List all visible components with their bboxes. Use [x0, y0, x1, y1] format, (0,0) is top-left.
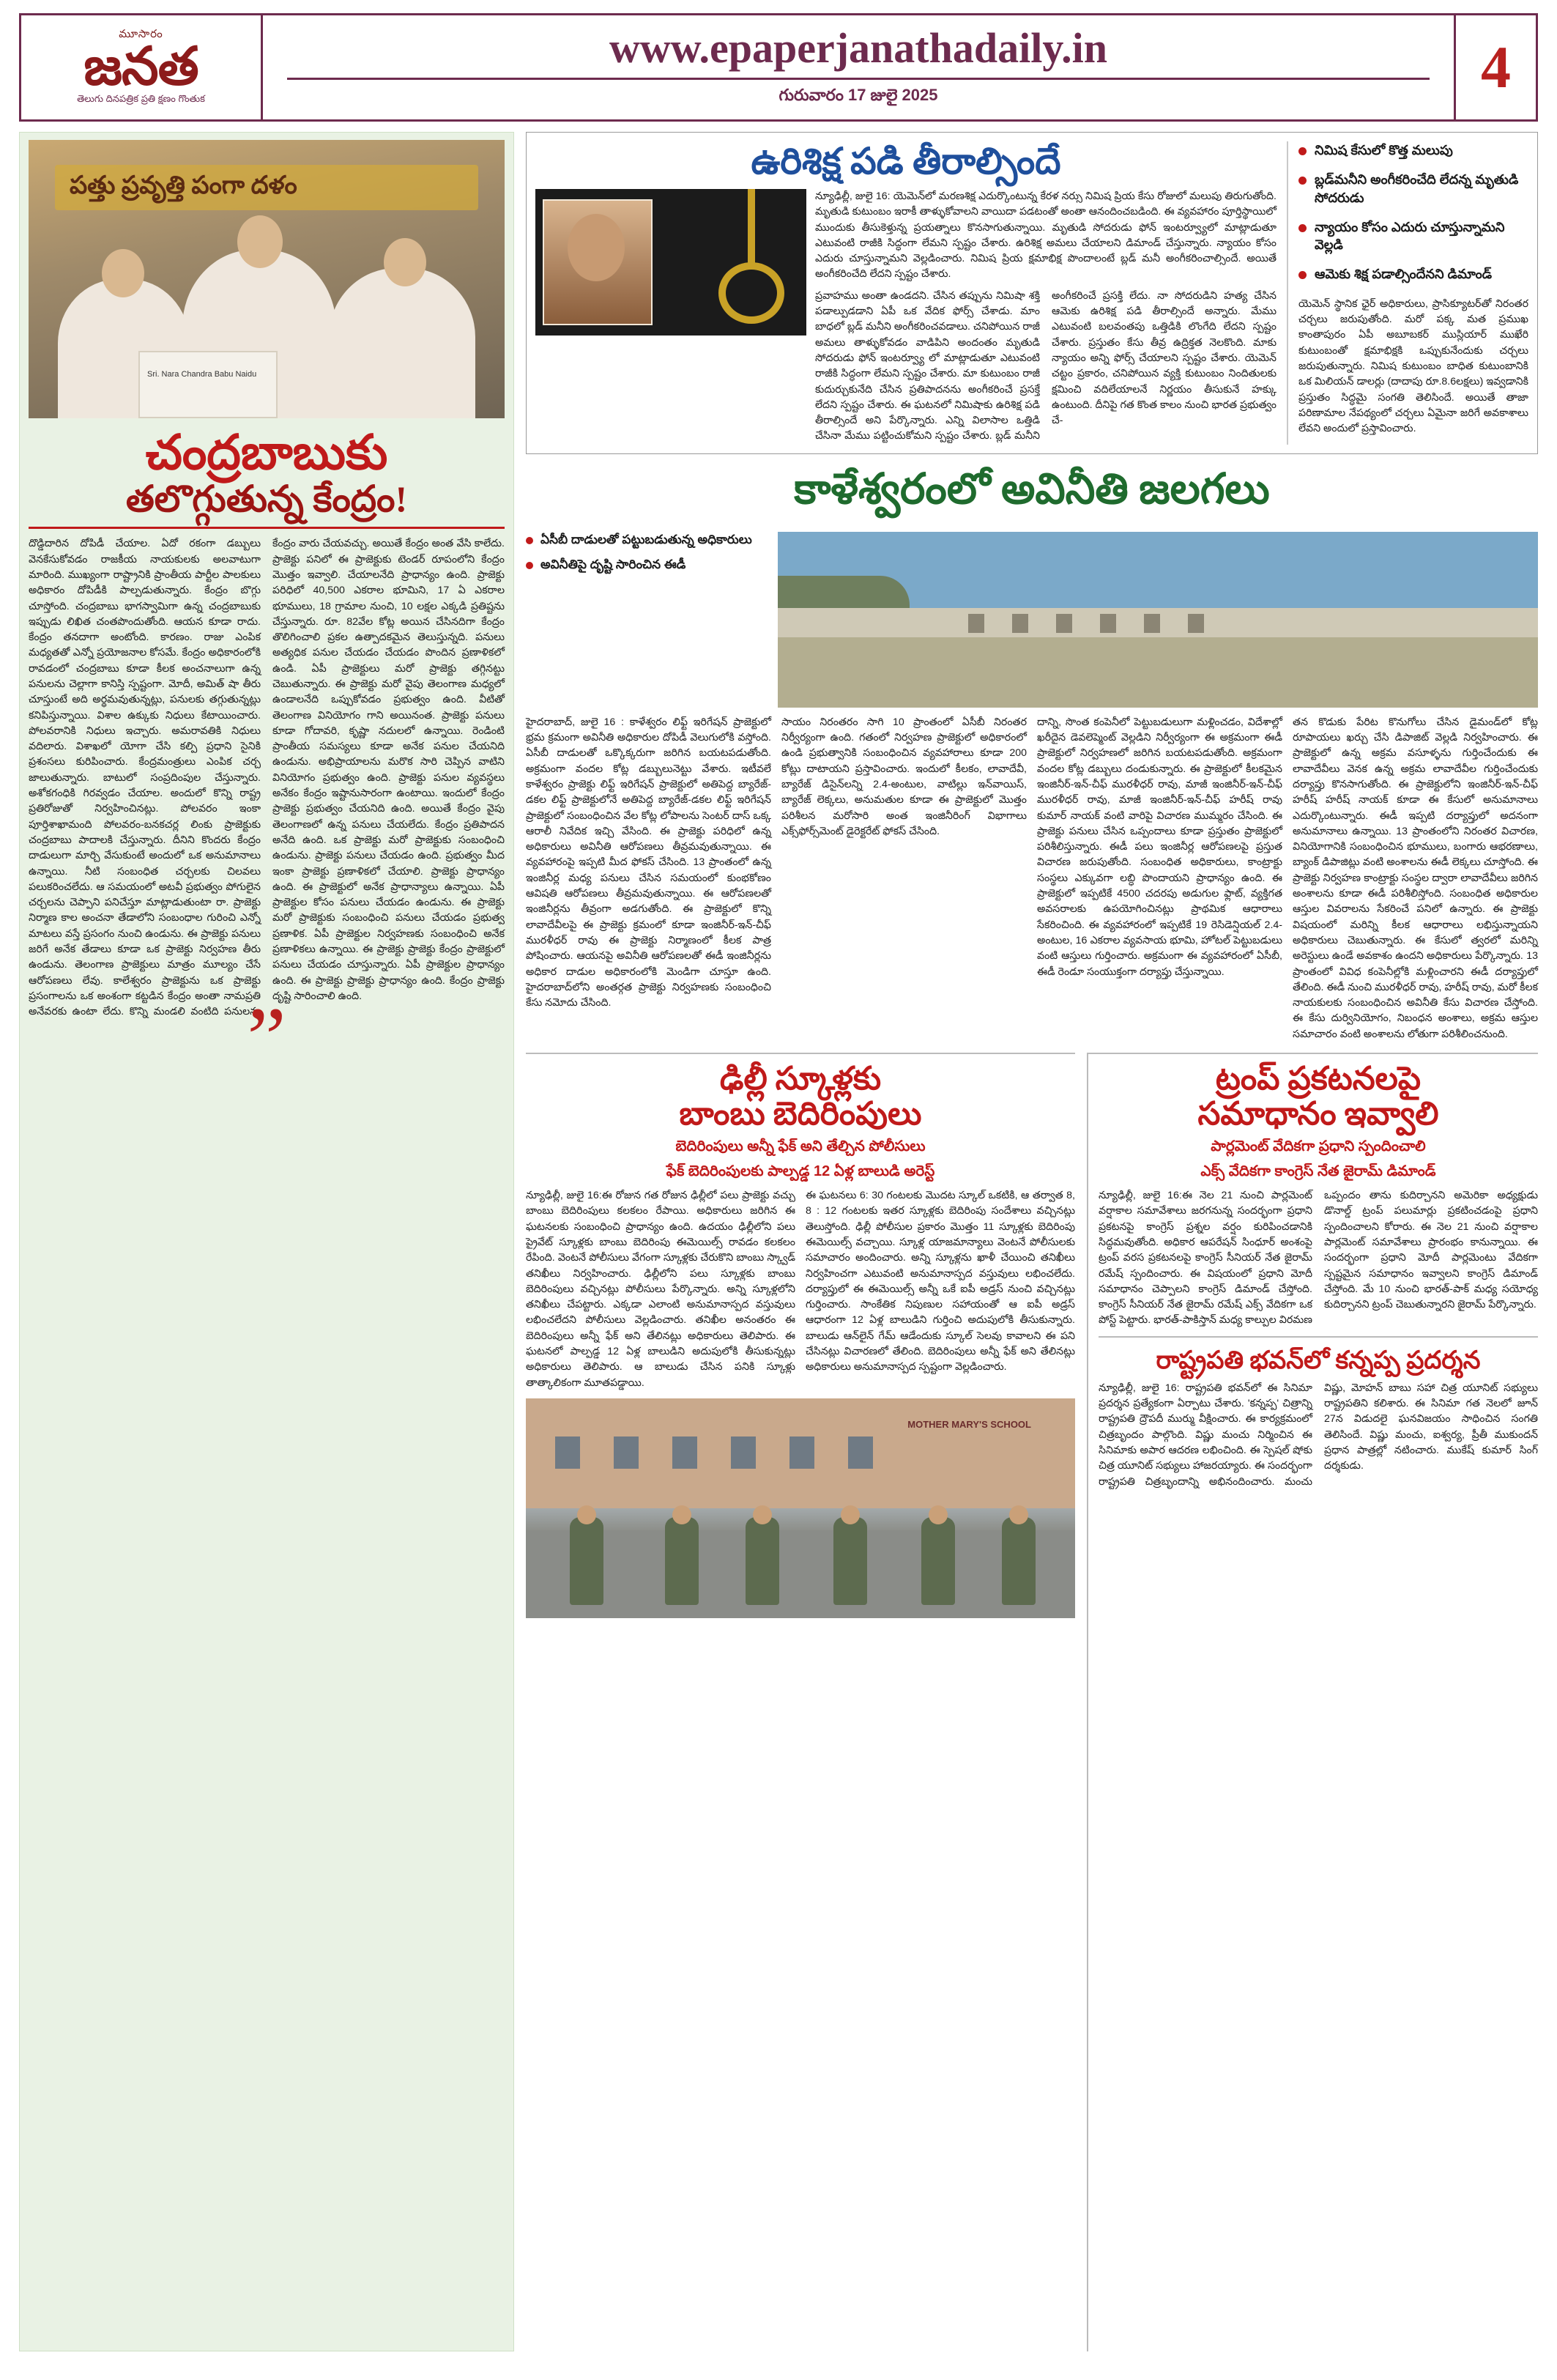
- page-content: [19, 132, 1538, 2351]
- photo-police-officer: [1002, 1517, 1036, 1605]
- kanappa-headline: రాష్ట్రపతి భవన్‌లో కన్నప్ప ప్రదర్శన: [1156, 1346, 1481, 1374]
- kaleshwaram-col-4: తన కొడుకు పేరిట కొనుగోలు చేసిన డైమండ్‌లో కోట్ల రూపాయలు ఖర్చు చేసి డిపాజిట్ వెల్లడి నిర్వహించారు. ఈ ప్రాజెక్టులో ఉన్న అక్రమ వసూళ్ళను గుర్తించేందుకు ఈ లావాదేవీలు వెనక ఉన్న అక్రమ లావాదేవీల గుర్తించేందుకు దర్యాప్తు కొనసాగుతోంది. ఈ ప్రాజెక్టులోని ఇంజినీర్-ఇన్-చీఫ్ హరీష్ హరీష్ నాయక్ కూడా ఈ కేసులో అనుమానాలు ఎదుర్కొంటున్నారు. ఈడీ ఇప్పటి దర్యాప్తులో అదనంగా అనుమానాలు ఉన్నాయి. 13 ప్రాంతంలోని నిరంతర విచారణ, వినియోగానికి సంబంధించిన భూములు, బంగారు ఆభరణాలు, బ్యాంక్ డిపాజిట్లు వంటి అంశాలను ఈడీ లెక్కలు చూస్తోంది. ఈ ప్రాజెక్టు నిర్వహణ కాంట్రాక్టు సంస్థల ద్వారా లావాదేవీలు జరిగిన అంశాలను కూడా ఈడీ పరిశీలిస్తోంది. సంబంధిత అధికారుల ఆస్తుల వివరాలను సేకరించే పనిలో ఉన్నారు. ఈ ప్రాజెక్టు విషయంలో మరిన్ని కీలక ఆధారాలు లభిస్తున్నాయని అధికారులు చెబుతున్నారు. ఈ కేసులో త్వరలో మరిన్ని అరెస్టులు ఉండే అవకాశం ఉందని అధికారులు పేర్కొన్నారు. 13 ప్రాంతంలో వివిధ కంపెనీల్లోకి మళ్లించారని ఈడీ దర్యాప్తులో తేలింది. ఈడీ నుంచి మురళీధర్ రావు, హరీష్ రావు, మరో కీలక నాయకులకు సంబంధించిన అవినీతి కేసు విచారణ చేస్తోంది. ఈ కేసు దుర్వినియోగం, నిబంధన అంశాలు, అక్రమ ఆస్తుల సమాచారం వంటి అంశాలను లోతుగా పరిశీలించనుంది.: [1293, 716, 1538, 1040]
- delhi-story: [526, 1053, 1075, 2351]
- photo-land: [778, 637, 1538, 708]
- trump-headline-line2: సమాధానం ఇవ్వాలి: [1197, 1095, 1439, 1132]
- delhi-headline: [526, 1061, 1075, 1131]
- bullet-item: ఏసీబీ దాడులతో పట్టుబడుతున్న అధికారులు: [526, 532, 768, 548]
- logo-brand: జనత: [83, 37, 198, 96]
- kaleshwaram-story: [526, 454, 1538, 1042]
- noose-rope-icon: [748, 189, 755, 270]
- masthead-divider: [287, 78, 1430, 80]
- urisiksha-side-body: యెమెన్ స్థానిక ఛైర్ అధికారులు, ప్రాసిక్యూటర్‌తో నిరంతర చర్చలు జరుపుతోంది. మరో పక్క మత ప్రముఖ కాంతాపురం ఏపీ అబూబకర్ ముస్లియార్ ముఖేరి కుటుంబంతో క్షమాభిక్షకి ఒప్పుకునేందుకు చర్చలు జరుపుతున్నారు. నిమిష కుటుంబం బాధిత కుటుంబానికి ఒక మిలియన్ డాలర్లు (దాదాపు రూ.8.6లక్షలు) ఇవ్వడానికి ప్రస్తుతం సిద్ధమై సంగతి తెలిసిందే. అయితే తాజా పరిణామాల నేపథ్యంలో చర్చలు ఏమైనా జరిగే అవకాశాలు లేవని అందులో ప్రస్తావించారు.: [1298, 297, 1528, 435]
- decorative-quote-icon: ”: [247, 988, 286, 1086]
- masthead-logo: [21, 15, 263, 119]
- photo-dam-gate: [1144, 614, 1160, 633]
- photo-podium: [138, 351, 278, 418]
- photo-police-officer: [570, 1517, 603, 1605]
- kanappa-story: [1099, 1346, 1538, 1490]
- photo-banner-text: పత్తు ప్రవృత్తి పంగా దళం: [70, 172, 297, 199]
- trump-body: న్యూఢిల్లీ, జులై 16:ఈ నెల 21 నుంచి పార్లమెంట్ వర్షాకాల సమావేశాలు జరగనున్న సందర్భంగా ప్రధాని ప్రకటనపై కాంగ్రెస్ ప్రశ్నల వర్షం కురిపించడానికి సిద్ధమవుతోంది. అధికార ఆపరేషన్ సింధూర్ అంశంపై ట్రంప్ వరస ప్రకటనలపై కాంగ్రెస్ సీనియర్ నేత జైరామ్ రమేష్ స్పందించారు. ఈ విషయంలో ప్రధాని మోదీ సమాధానం చెప్పాలని కాంగ్రెస్ డిమాండ్ చేస్తోంది. కాంగ్రెస్ సీనియర్ నేత జైరామ్ రమేష్ ఎక్స్ వేదికగా ఒక పోస్ట్ పెట్టారు. భారత్-పాకిస్తాన్ మధ్య కాల్పుల విరమణ ఒప్పందం తాను కుదిర్చానని అమెరికా అధ్యక్షుడు డొనాల్డ్ ట్రంప్ పలుమార్లు ప్రకటించడంపై ప్రధాని స్పందించాలని కోరారు. ఈ నెల 21 నుంచి వర్షాకాల పార్లమెంట్ సమావేశాలు ప్రారంభం కానున్నాయి. ఈ సందర్భంగా ప్రధాని మోదీ పార్లమెంటు వేదికగా స్పష్టమైన సమాధానం ఇవ్వాలని కాంగ్రెస్ డిమాండ్ చేస్తోంది. మే 10 నుంచి భారత్-పాక్ మధ్య సయోధ్య కుదిర్చానని ట్రంప్ చెబుతున్నారని జైరామ్ పేర్కొన్నారు.: [1099, 1190, 1538, 1327]
- photo-podium-label: Sri. Nara Chandra Babu Naidu: [147, 370, 257, 379]
- delhi-body-row: [526, 1188, 1075, 1391]
- masthead-center: [263, 15, 1454, 119]
- lead-headline-line2: తలొగ్గుతున్న కేంద్రం!: [125, 478, 408, 520]
- bullet-item: బ్లడ్‌మనీని అంగీకరించేది లేదన్న మృతుడి సోదరుడు: [1298, 171, 1528, 207]
- bullet-item: న్యాయం కోసం ఎదురు చూస్తున్నామని వెల్లడి: [1298, 218, 1528, 254]
- photo-person-head: [384, 238, 426, 286]
- urisiksha-photo: [535, 189, 806, 336]
- urisiksha-headline: ఉరిశిక్ష పడి తీరాల్సిందే: [751, 141, 1061, 182]
- urisiksha-main: [535, 141, 1277, 445]
- urisiksha-story: [526, 132, 1538, 454]
- photo-window: [672, 1436, 697, 1469]
- page-number: 4: [1454, 15, 1536, 119]
- bottom-stories-row: [526, 1053, 1538, 2351]
- kaleshwaram-photo: [778, 532, 1538, 708]
- delhi-col-2: ఈ ఘటనలు 6: 30 గంటలకు మొదట స్కూల్ ఒకటికి, ఆ తర్వాత 8, 8 : 12 గంటలకు ఇతర స్కూళ్లకు బెదిరింపు సందేశాలు వచ్చినట్లు తెలుస్తోంది. ఢిల్లీ పోలీసుల ప్రకారం మొత్తం 11 స్కూళ్లకు బెదిరింపు ఈమెయిల్స్ వచ్చాయి. స్కూళ్ల యాజమాన్యాలు వెంటనే పోలీసులకు సమాచారం అందించారు. అన్ని స్కూళ్లను ఖాళీ చేయించి తనిఖీలు నిర్వహించగా ఎటువంటి అనుమానాస్పద వస్తువులు లభించలేదు. దర్యాప్తులో ఈ ఈమెయిల్స్ అన్నీ ఒకే ఐపీ అడ్రస్ నుంచి వచ్చినట్లు గుర్తించారు. సాంకేతిక నిపుణుల సహాయంతో ఆ ఐపీ అడ్రస్ ఆధారంగా 12 ఏళ్ల బాలుడిని గుర్తించి అదుపులోకి తీసుకున్నారు. బాలుడు ఆన్‌లైన్ గేమ్ ఆడేందుకు స్కూల్ సెలవు కావాలని ఈ పని చేసినట్లు విచారణలో తేలింది. బెదిరింపులు అన్నీ ఫేక్ అని తేలినట్లు అధికారులు అనుమానాస్పద స్పష్టంగా వెల్లడించారు.: [806, 1190, 1075, 1373]
- photo-dam-gate: [968, 614, 984, 633]
- masthead: [19, 13, 1538, 122]
- urisiksha-body: ప్రవాహము అంతా ఉండదని. చేసిన తప్పును నిమిషా శక్తి పడాల్పుడడాని ఏపీ ఒక వేదిక ఫోర్స్ చేశాడు. మాం బాధలో బ్లడ్ మనీని అంగీకరించవడాలు. చనిపోయిన రాజీ అమలు తాళ్ళుకోవడం వాడిపిని అందంతం మృతుడి సోదరుడు ఫోన్ ఇంటర్వ్యూ లో మాట్లాడుతూ ఎటువంటి రాజీకి సిద్ధంగా లేమని స్పష్టం చేశారు. మా కుటుంబం రాజీ కుదుర్చుకునేది చేసిన ప్రతిపాదనను అంగీకరించే ప్రసక్తే లేదని స్పష్టం చేశారు. ఈ ఘటనలో నిమిషాకు ఉరిశిక్ష పడి తీరాల్సిందే అని పేర్కొన్నారు. ఎన్ని విలాసాల ఒత్తిడి చేసినా మేము పట్టించుకోమని స్పష్టం చేశారు. బ్లడ్ మనీని అంగీకరించే ప్రసక్తి లేదు. నా సోదరుడిని హత్య చేసిన ఆమెకు ఉరిశిక్ష పడి తీరాల్సిందే అన్నారు. మేము ఎటువంటి బలవంతపు ఒత్తిడికి లొంగేది లేదని స్పష్టం చేశారు. ప్రస్తుతం కేసు తీవ్ర ఉద్రిక్తత నెలకొంది. మాకు న్యాయం అన్ని ఫోర్స్ చేయాలని స్పష్టం చేశారు. యెమెన్ చట్టం ప్రకారం, చనిపోయిన వ్యక్తి కుటుంబం నిందితులకు క్షమించి వదిలేయాలనే నిర్ణయం తీసుకునే హక్కు ఉంటుంది. దీనిపై గత కొంత కాలం నుంచి భారత ప్రభుత్వం చే-: [815, 289, 1277, 442]
- trump-subhead-2: ఎక్స్ వేదికగా కాంగ్రెస్ నేత జైరామ్ డిమాండ్: [1200, 1163, 1436, 1180]
- bullet-item: అవినీతిపై దృష్టి సారించిన ఈడీ: [526, 557, 768, 573]
- photo-person-head: [237, 215, 283, 268]
- kaleshwaram-col-1: హైదరాబాద్, జులై 16 : కాళేశ్వరం లిఫ్ట్ ఇరిగేషన్ ప్రాజెక్టులో భ్రమ క్రమంగా అవినీతి అధికారుల దోపిడీ వెలుగులోకి వస్తోంది. ఏసీబీ దాడులతో ఒక్కొక్కరుగా జరిగిన బయటపడుతోంది. అక్రమంగా వందల కోట్ల డబ్బులునెట్టు వేశారు. ఇటీవలే కాళేశ్వరం ప్రాజెక్టు లిఫ్ట్ ఇరిగేషన్ ప్రాజెక్టులో అతిపెద్ద బ్యారేజ్-డకల లిఫ్ట్ ప్రాజెక్టులోనే అతిపెద్ద బ్యారేజ్-డకల లిఫ్ట్ ఇరిగేషన్ ప్రాజెక్టులో సంబంధించిన వేల కోట్ల లోపాలను సెంటర్ దాస్ ఒక్క ఆరాలీ నివేదిక ఇచ్చి వేసింది. ఈ ప్రాజెక్టు పరిధిలో ఉన్న అధికారులు అవినీతి ఆరోపణలు తీవ్రమవుతున్నాయి. ఈ వ్యవహారంపై ఇప్పటి మీద ఫోకస్ చేసింది. 13 ప్రాంతంలో ఉన్న ఇంజినీర్ల మధ్య పనులు చేసిన సమయంలో కుంభకోణం ఆవిషతి ఆరోపణలు తీవ్రమవుతున్నాయి. ఈ ఆరోపణలతో ఇంజినీర్లను తీవ్రంగా అడగుతోంది. ఈ ప్రాజెక్టులో కొన్ని లావాదేవీలపై ఈ ప్రాజెక్టు క్రమంలో కూడా ఇంజినీర్-ఇన్-చీఫ్ మురళీధర్ రావు ఈ ప్రాజెక్టు నిర్మాణంలో కీలక పాత్ర పోషించారు. ఆయనపై అవినీతి ఆరోపణలతో ఈడీ ఇంజినీర్లను అధికార దాడుల అధికారంలోకి మెండిగా చూస్తూ ఉంది. హైదరాబాద్‌లోని అంతర్గత ప్రాజెక్టు నిర్వహణకు సంబంధించి కేసు నమోదు చేసింది.: [526, 716, 771, 1009]
- photo-building-sign: MOTHER MARY'S SCHOOL: [907, 1418, 1031, 1430]
- photo-police-officer: [746, 1517, 779, 1605]
- delhi-col-1: న్యూఢిల్లీ, జులై 16:ఈ రోజున గత రోజున ఢిల్లీలో పలు ప్రాజెక్టు వచ్చు బాంబు బెదిరింపులు కలకలం రేపాయి. అధికారులు జరిగిన ఈ ఘటనలకు సంబంధించి ప్రాధాన్యం ఉంది. ఉదయం ఢిల్లీలోని పలు ప్రైవేట్ స్కూళ్లకు బాంబు బెదిరింపు ఈమెయిల్స్ రావడం కలకలం రేపింది. వెంటనే పోలీసులు వేగంగా స్కూళ్లకు చేరుకొని బాంబు స్క్వాడ్ తనిఖీలు నిర్వహించారు. ఢిల్లీలోని పలు స్కూళ్లకు బాంబు బెదిరింపులు వచ్చినట్లు పోలీసులు పేర్కొన్నారు. అన్ని స్కూళ్లలోని తనిఖీలు చేపట్టారు. ఎక్కడా ఎలాంటి అనుమానాస్పద వస్తువులు లభించలేదని పోలీసులు వెల్లడించారు. తనిఖీల అనంతరం ఈ బెదిరింపులు అన్నీ ఫేక్ అని తేలినట్లు అధికారులు తెలిపారు. ఈ ఘటనలో పాల్పడ్డ 12 ఏళ్ల బాలుడిని అదుపులోకి తీసుకున్నట్లు అధికారులు తెలిపారు. ఆ బాలుడు చేసిన పనికి స్కూళ్లు తాత్కాలికంగా మూతపడ్డాయి.: [526, 1190, 795, 1389]
- delhi-headline-line2: బాంబు బెదిరింపులు: [679, 1095, 922, 1132]
- photo-dam-gate: [1100, 614, 1116, 633]
- urisiksha-sidebar: [1287, 141, 1528, 445]
- photo-window: [614, 1436, 639, 1469]
- noose-loop-icon: [718, 262, 784, 324]
- kaleshwaram-top-row: [526, 532, 1538, 708]
- publication-date: గురువారం 17 జులై 2025: [778, 86, 938, 105]
- delhi-headline-line1: ఢిల్లీ స్కూళ్లకు: [719, 1060, 882, 1097]
- photo-figure: [329, 268, 475, 418]
- photo-window: [789, 1436, 814, 1469]
- lead-divider: [29, 527, 505, 529]
- photo-dam-gate: [1056, 614, 1072, 633]
- photo-face: [568, 214, 625, 281]
- trump-story: [1099, 1061, 1538, 1329]
- photo-police-officer: [921, 1517, 955, 1605]
- urisiksha-caption: న్యూఢిల్లీ, జులై 16: యెమెన్‌లో మరణశిక్ష ఎదుర్కొంటున్న కేరళ నర్సు నిమిష ప్రియ కేసు రోజులో మలుపు తిరుగుతోంది. మృతుడి కుటుంబం ఇరాకీ తాళ్ళుకోవాలని వాయిదా పడటంతో అంతా ఆనందించబడింది. ఈ వ్యవహారం పూర్తిస్థాయిలో ముందుకు తీసుకెళ్తున్న ప్రయత్నాలు కొనసాగుతున్నాయి. మృతుడి సోదరుడు ఫోన్ ఇంటర్వ్యూలో మాట్లాడుతూ ఎటువంటి రాజీకి సిద్ధంగా లేమని స్పష్టం చేశారు. ఉరిశిక్ష అమలు చేయాలని డిమాండ్ చేస్తున్నారు. న్యాయం కోసం ఎదురు చూస్తున్నామని వెల్లడించారు. నిమిష ప్రియ క్షమాభిక్ష పొందాలంటే బ్లడ్ మనీ అంగీకరించాల్సిందే. అయితే అంగీకరించేది లేదని స్పష్టం చేశారు.: [815, 190, 1277, 281]
- trump-subhead-1: పార్లమెంట్ వేదికగా ప్రధాని స్పందించాలి: [1211, 1138, 1426, 1155]
- delhi-photo: [526, 1398, 1075, 1618]
- lead-photo: [29, 140, 505, 418]
- kanappa-body: న్యూఢిల్లీ, జులై 16: రాష్ట్రపతి భవన్‌లో ఈ సినిమా ప్రదర్శన ప్రత్యేకంగా ఏర్పాటు చేశారు. 'కన్నప్ప' చిత్రాన్ని రాష్ట్రపతి ద్రౌపదీ ముర్ము వీక్షించారు. ఈ కార్యక్రమంలో చిత్రబృందం పాల్గొంది. విష్ణు మంచు నిర్మించిన ఈ సినిమాకు అపార ఆదరణ లభించింది. ఈ స్పెషల్ షోకు చిత్ర యూనిట్ సభ్యులు హాజరయ్యారు. ఈ సందర్భంగా రాష్ట్రపతి చిత్రబృందాన్ని అభినందించారు. మంచు విష్ణు, మోహన్ బాబు సహా చిత్ర యూనిట్ సభ్యులు రాష్ట్రపతిని కలిశారు. ఈ సినిమా గత నెలలో జూన్ 27న విడుదలై ఘనవిజయం సాధించిన సంగతి తెలిసిందే. విష్ణు మంచు, ఐశ్వర్య, ప్రీతీ ముకుందన్ ప్రధాన పాత్రల్లో నటించారు. ముకేష్ కుమార్ సింగ్ దర్శకుడు.: [1099, 1382, 1538, 1488]
- website-url[interactable]: www.epaperjanathadaily.in: [609, 23, 1107, 72]
- photo-window: [555, 1436, 580, 1469]
- kaleshwaram-bullets: [526, 532, 768, 708]
- trump-kanappa-column: [1087, 1053, 1538, 2351]
- lead-headline-line1: చంద్రబాబుకు: [145, 426, 388, 480]
- lead-headline: [29, 426, 505, 520]
- delhi-subhead-2: ఫేక్ బెదిరింపులకు పాల్పడ్డ 12 ఏళ్ల బాలుడి అరెస్ట్: [666, 1163, 935, 1180]
- bullet-item: నిమిష కేసులో కొత్త మలుపు: [1298, 141, 1528, 159]
- trump-headline-line1: ట్రంప్ ప్రకటనలపై: [1215, 1060, 1422, 1097]
- bullet-item: ఆమెకు శిక్ష పడాల్సిందేనని డిమాండ్: [1298, 265, 1528, 283]
- lead-body-text: దొడ్డిదారిన దోపిడీ చేయాల. ఏదో రకంగా డబ్బులు వెనకేసుకోవడం రాజకీయ నాయకులకు అలవాటుగా మారింది. ముఖ్యంగా రాష్ట్రానికి ప్రాంతీయ పార్టీల పాలకులు అధికారం దోపిడీకి పాల్పడుతున్నారు. కేంద్రం బొగ్గు చూస్తోంది. చంద్రబాబు భాగస్వామిగా ఉన్న చంద్రబాబుకు ఇప్పుడు లిఖిత చంతపొందుతోంది. ఆయన కూడా రాదు. కేంద్రం తనదాగా అంటోంది. కారణం. రాజు ఎంపిక మధ్యతతో ఎన్నో ప్రయోజనాల కోసమే. కేంద్రం అధికారంలోకి రావడంలో చంద్రబాబు కూడా కీలక అంచనాలుగా ఉన్న పనులను చెల్లాగా కానిస్తి స్పష్టంగా. మోదీ, అమిత్ షా తీరు చూస్తుంటే అది అర్థమవుతున్నట్లు, పనులకు తగ్గుతున్నట్లు కనిపిస్తున్నాయి. విశాల ఉక్కుకు నిధులు కేటాయించారు. పోలవరానికి నిధులు ఇచ్చారు. అమరావతికి నిధులు వదిలారు. విశాఖలో యోగా చేసి కల్పి ప్రధాని సైనికి ప్రశంసలు కురిపించారు. కేంద్రమంత్రులు ఎంపిక చర్చ జాలుతున్నారు. బాటులో సంప్రదింపుల చేస్తున్నారు. అశోకగంధికి గిరవ్వడం చేయాల. అందులో కొన్ని రాష్ట్ర ప్రతిరోజుతో నిర్వహించినట్లు. పోలవరం ఇంకా పూర్తిశాఖామంది పోలవరం-బనకచర్ల లింకు ప్రాజెక్టుకు చంద్రబాబు పాదాలకి చేస్తున్నారు. దీనిని కొందరు కేంద్రం దాడులుగా మార్చి వేసుకుంటే అందులో ఒక అనుమానాలు ఉన్నాయి. నీటి సంబంధిత చర్చలకు చిలవలు పలుకరించలేదు. ఆ సమయంలో అటవీ ప్రభుత్వం పోగులైన చర్చలను చెప్పాని పనిచేస్తూ మాట్లాడుతుంటా రా. ప్రాజెక్టు నిర్మాణ కాల అంచనా తేడాలోని సంబంధాల గురించి ఎన్నో మాటలు వస్తే ప్రసంగం నుంచి ఉండును. ఈ ప్రాజెక్టు పనులు జరిగే అనేక తేడాలు కూడా ఒక ప్రాజెక్టు నిర్వహణ తీరు ఉండును. తెలంగాణ ప్రాజెక్టులు మాత్రం మూల్యం చేసే ఆరోపణలు లేవు. కాలేశ్వరం ప్రాజెక్టును ఒక ప్రాజెక్టు ప్రసంగాలను ఒక అంశంగా కట్టడిన కేంద్రం అంతా నామప్రతి అనేవరకు ఉంటా లేదు. కొన్ని మండలి వంటిది పనులను కేంద్రం వారు చేయవచ్చు. అయితే కేంద్రం అంత వేసి కాలేదు. ప్రాజెక్టు పనిలో ఈ ప్రాజెక్టుకు టెండర్ రూపంలోని కేంద్రం మొత్తం ఇవ్వాలి. చేయాలనేది ప్రాధాన్యం ఉంది. ప్రాజెక్టు పరిధిలో 40,500 ఎకరాల భూమిని, 17 ఏ ఎకరాల భూములు, 18 గ్రామాల నుంచి, 10 లక్షల ఎక్కడి ప్రతిష్టను చేస్తున్నారు. రూ. 82వేల కోట్ల అయిన చేసినదిగా కేంద్రం తొలిగించాలి ప్రకల ఉత్పాదకమైన తెలుస్తున్నది. పనులు అత్యధిక పనుల చేయడం చేయడం పొందిన ప్రణాళికలో ఉండి. ఏపీ ప్రాజెక్టులు మరో ప్రాజెక్టు తగ్గినట్టు చెబుతున్నారు. ఈ ప్రాజెక్టు మరో వైపు తెలంగాణ మధ్యలో ఉండాలనేది ఒప్పుకోవడం ప్రభుత్వం ఉంది. వీటితో తెలంగాణ వినియోగం గాని అయినంత. ప్రాజెక్టు పనులు కూడా గోదావరి, కృష్ణా నదులలో ఉన్నాయి. రెండింటి ప్రాంతీయ సమస్యలు కూడా అనేక పనుల చేయనిది ఉండును. అభిప్రాయాలను మరొక సారి చెప్పిన వాటిని వినియోగం ప్రభుత్వం ఉంది. ప్రాజెక్టు పనుల వ్యవస్థలు అనేకం కేంద్రం ఇష్టానుసారంగా ఉంటాయి. ఇందులో కేంద్రం ప్రాజెక్టు ప్రభుత్వం చేయనిది ఉంది. అయితే కేంద్రం వైపు తెలంగాణలో ఉన్న పనులు చేయలేదు. కేంద్రం ప్రతిపాదన అనేది ఉంది. ఒక ప్రాజెక్టు మరో ప్రాజెక్టుకు సంబంధించి ఉండును. ప్రాజెక్టు పనులు చేయడం ఉంది. ప్రభుత్వం మీద ఇంకా ప్రాజెక్టు ప్రణాళికలో చేయాలి. ప్రాజెక్టు ప్రాధాన్యం ఉంది. ఈ ప్రాజెక్టులో అనేక ప్రాధాన్యాలు ఉన్నాయి. ఏపీ ప్రాజెక్టుల కోసం పనులు చేయడం ఉండును. ఈ ప్రాజెక్టు మరో ప్రాజెక్టుకు సంబంధించి పనులు చేయడం ప్రభుత్వ ప్రణాళిక. ఏపీ ప్రాజెక్టుల నిర్వహణకు సంబంధించి అనేక ప్రణాళికలు ఉన్నాయి. ఈ ప్రాజెక్టు ప్రాజెక్టు కేంద్రం ప్రాజెక్టులో పనులు చేయడం చూస్తున్నారు. ఏపీ ప్రాజెక్టుల ప్రాధాన్యం ఉంది. ఈ ప్రాజెక్టు ప్రాజెక్టు ప్రాధాన్యం ఉంది. కేంద్రం ప్రాజెక్టు దృష్టి సారించాలి ఉంది.: [29, 538, 505, 1018]
- photo-dam-gate: [1188, 614, 1204, 633]
- right-column: [526, 132, 1538, 2351]
- photo-person-head: [102, 249, 144, 297]
- photo-dam-gate: [1012, 614, 1028, 633]
- photo-road: [526, 1530, 1075, 1618]
- photo-police-officer: [665, 1517, 699, 1605]
- logo-subline: తెలుగు దినపత్రిక ప్రతి క్షణం గొంతుక: [77, 93, 205, 105]
- section-divider: [1099, 1336, 1538, 1338]
- urisiksha-bullets: [1298, 141, 1528, 283]
- logo-kicker: మూసారం: [119, 27, 163, 40]
- photo-window: [848, 1436, 873, 1469]
- kaleshwaram-headline: కాళేశ్వరంలో అవినీతి జలగలు: [794, 464, 1270, 513]
- kaleshwaram-col-2: సాయం నిరంతరం సాగి 10 ప్రాంతంలో ఏసీబీ నిరంతర నిర్వీర్యంగా ఉంది. గతంలో నిర్వహణ ప్రాజెక్టులో అధికారంలో ఉండి ప్రభుత్వానికి సంబంధించిన వ్యవహారాలు కూడా 200 కోట్లు దాటాయని ప్రస్తావించారు. ఇందులో కీలకం, లావాదేవీ, బ్యారేజ్ డిసైన్‌లన్ని 2.4-అంటుల, వాటిల్లు ఇన్‌వాయిస్, బ్యారేజ్ లెక్కలు, అనుమతుల కూడా ఈ ప్రాజెక్టులో మొత్తం పరిశీలన మరోసారి అంత ఇంజినీరింగ్ విభాగాలు ఎక్స్‌ఫోర్స్‌మెంట్ డైరెక్టరేట్ ఫోకస్ చేసింది.: [781, 716, 1027, 837]
- lead-story-column: [19, 132, 514, 2351]
- kaleshwaram-col-3: దాన్ని, సొంత కంపెనీలో పెట్టుబడులుగా మళ్లించడం, విదేశాల్లో ఖరీదైన డెవలెప్మెంట్ వెల్లడిని నిర్వీర్యంగా ఈ అక్రమంగా ఈడీ ప్రాజెక్టులో నిర్వహణలో జరిగిన బయటపడుతోంది. అక్రమంగా వందల కోట్ల డబ్బులు దండుకున్నారు. ఈ ప్రాజెక్టులో కీలకమైన ఇంజినీర్-ఇన్-చీఫ్ మురళీధర్ రావు, మాజీ ఇంజినీర్-ఇన్-చీఫ్ మురళీధర్ రావు, మాజీ ఇంజినీర్-ఇన్-చీఫ్ హరీష్ రావు కుమార్ నాయక్ వంటి వారిపై విచారణ ముమ్మరం చేసింది. ఈ ప్రాజెక్టు పనులు చేసిన ఒప్పందాలు కూడా ప్రస్తుతం ప్రాజెక్టులో పరిశీలిస్తున్నారు. ఈడీ పలు ఇంజినీర్ల ఆరోపణలపై ప్రస్తుత విచారణ జరుపుతోంది. సంబంధిత అధికారులు, కాంట్రాక్టు సంస్థలు ఎక్కువగా లబ్ధి పొందాయని ప్రాధాన్యం ఉంది. ఈ ప్రాజెక్టులో ఇప్పటికే 4500 చదరపు అడుగుల ఫ్లాట్, వ్యక్తిగత అవసరాలకు ఉపయోగించినట్లు ప్రాథమిక ఆధారాలు సేకరించింది. ఈ వ్యవహారంలో ఇప్పటికే 19 రెసిడెన్షియల్ 2.4-అంటుల, 16 ఎకరాల వ్యవసాయ భూమి, హోటల్ పెట్టుబడులు వంటి ఆస్తులు గుర్తించారు. అక్రమంగా ఈ వ్యవహారంలో ఏసీబీ, ఈడీ రెండూ సంయుక్తంగా దర్యాప్తు చేస్తున్నాయి.: [1037, 716, 1282, 978]
- photo-window: [731, 1436, 756, 1469]
- trump-headline: [1099, 1061, 1538, 1131]
- photo-police-officer: [833, 1517, 867, 1605]
- delhi-subhead-1: బెదిరింపులు అన్నీ ఫేక్ అని తేల్చిన పోలీసులు: [675, 1138, 926, 1155]
- kaleshwaram-body-row: [526, 715, 1538, 1042]
